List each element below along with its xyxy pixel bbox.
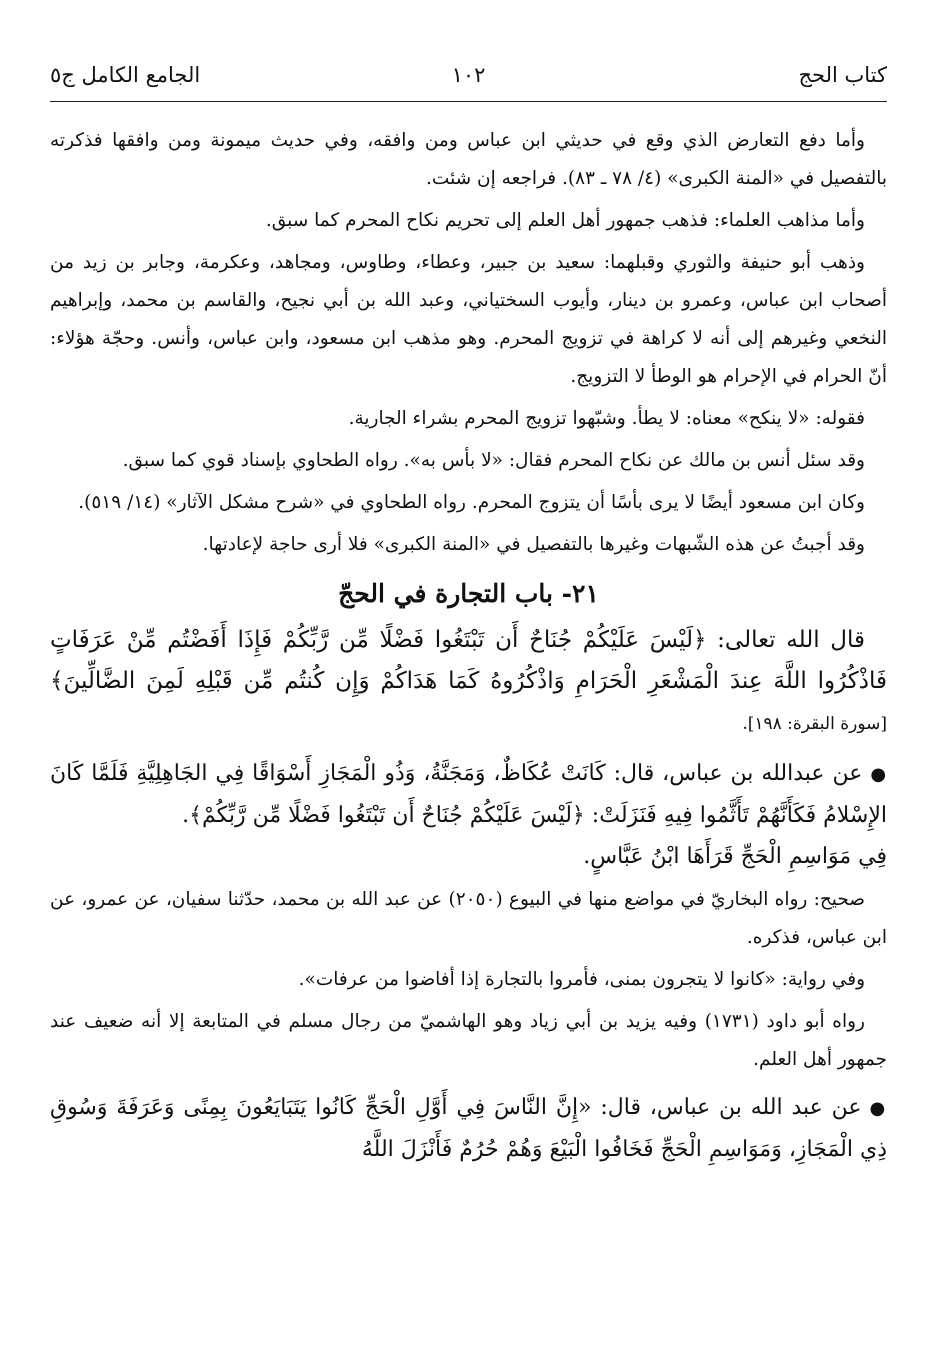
- header-rule: [50, 101, 887, 102]
- hadith-1: [50, 753, 887, 836]
- hadith-2: [50, 1087, 887, 1170]
- section-heading: ٢١- باب التجارة في الحجّ: [338, 579, 599, 608]
- book-title: كتاب الحج: [798, 63, 887, 87]
- hadith-2-text: عن عبد الله بن عباس، قال: «إِنَّ النَّاسَ فِي أَوَّلِ الْحَجِّ كَانُوا يَتَبَايَعُونَ بِمِنًى وَعَرَفَةَ وَسُوقِ ذِي الْمَجَازِ، وَمَوَاسِمِ الْحَجِّ فَخَافُوا الْبَيْعَ وَهُمْ حُرُمٌ فَأَنْزَلَ اللَّهُ: [50, 1095, 887, 1162]
- paragraph-scholars-views: وأما مذاهب العلماء: فذهب جمهور أهل العلم إلى تحريم نكاح المحرم كما سبق.: [265, 210, 865, 231]
- paragraph-meaning: فقوله: «لا ينكح» معناه: لا يطأ. وشبّهوا تزويج المحرم بشراء الجارية.: [348, 408, 865, 429]
- paragraph-conflict-resolution: وأما دفع التعارض الذي وقع في حديثي ابن عباس ومن وافقه، وفي حديث ميمونة ومن وافقها فذكرته بالتفصيل في «المنة الكبرى» (٤/ ٧٨ ـ ٨٣). فراجعه إن شئت.: [50, 130, 887, 189]
- paragraph-answer: وقد أجبتُ عن هذه الشّبهات وغيرها بالتفصيل في «المنة الكبرى» فلا أرى حاجة لإعادتها.: [202, 534, 865, 555]
- paragraph-abu-hanifa-view: وذهب أبو حنيفة والثوري وقبلهما: سعيد بن جبير، وعطاء، وطاوس، ومجاهد، وعكرمة، وجابر بن زيد من أصحاب ابن عباس، وعمرو بن دينار، وأيوب السختياني، وعبد الله بن أبي نجيح، والقاسم بن محمد، وإبراهيم النخعي وغيرهم إلى أنه لا كراهة في تزويج المحرم. وهو مذهب ابن مسعود، وابن عباس، وأنس. وحجّة هؤلاء: أنّ الحرام في الإحرام هو الوطأ لا التزويج.: [50, 252, 887, 387]
- series-title: الجامع الكامل ج٥: [50, 63, 201, 87]
- page-body: [50, 122, 887, 1362]
- riwaya: وفي رواية: «كانوا لا يتجرون بمنى، فأمروا بالتجارة إذا أفاضوا من عرفات».: [298, 969, 865, 990]
- page-number: ١٠٢: [451, 63, 486, 87]
- takhrij-2: رواه أبو داود (١٧٣١) وفيه يزيد بن أبي زياد وهو الهاشميّ من رجال مسلم في المتابعة إلا أنه ضعيف عند جمهور أهل العلم.: [50, 1011, 887, 1070]
- bullet-icon: ●: [870, 764, 887, 785]
- quran-intro: قال الله تعالى:: [717, 627, 865, 653]
- paragraph-anas: وقد سئل أنس بن مالك عن نكاح المحرم فقال: «لا بأس به». رواه الطحاوي بإسناد قوي كما سبق.: [122, 450, 865, 471]
- running-header: [50, 60, 887, 94]
- bullet-icon: ●: [869, 1098, 887, 1119]
- hadith-1-continuation: فِي مَوَاسِمِ الْحَجِّ قَرَأَهَا ابْنُ عَبَّاسٍ.: [583, 844, 887, 869]
- takhrij-1: صحيح: رواه البخاريّ في مواضع منها في البيوع (٢٠٥٠) عن عبد الله بن محمد، حدّثنا سفيان، عن عمرو، عن ابن عباس، فذكره.: [50, 889, 887, 948]
- quran-quote: [50, 620, 887, 745]
- quran-reference: [سورة البقرة: ١٩٨].: [742, 714, 887, 734]
- hadith-1-text: عن عبدالله بن عباس، قال: كَانَتْ عُكَاظٌ، وَمَجَنَّةُ، وَذُو الْمَجَازِ أَسْوَاقًا فِي الجَاهِلِيَّةِ فَلَمَّا كَانَ الإِسْلامُ فَكَأَنَّهُمْ تَأَثَّمُوا فِيهِ فَنَزَلَتْ: ﴿لَيْسَ عَلَيْكُمْ جُنَاحٌ أَن تَبْتَغُوا فَضْلًا مِّن رَّبِّكُمْ﴾.: [50, 761, 887, 828]
- quran-verse: ﴿لَيْسَ عَلَيْكُمْ جُنَاحٌ أَن تَبْتَغُوا فَضْلًا مِّن رَّبِّكُمْ فَإِذَا أَفَضْتُم مِّنْ عَرَفَاتٍ فَاذْكُرُوا اللَّهَ عِندَ الْمَشْعَرِ الْحَرَامِ وَاذْكُرُوهُ كَمَا هَدَاكُمْ وَإِن كُنتُم مِّن قَبْلِهِ لَمِنَ الضَّالِّينَ﴾: [50, 627, 887, 694]
- paragraph-ibn-masud: وكان ابن مسعود أيضًا لا يرى بأسًا أن يتزوج المحرم. رواه الطحاوي في «شرح مشكل الآثار» (١٤/ ٥١٩).: [78, 492, 865, 513]
